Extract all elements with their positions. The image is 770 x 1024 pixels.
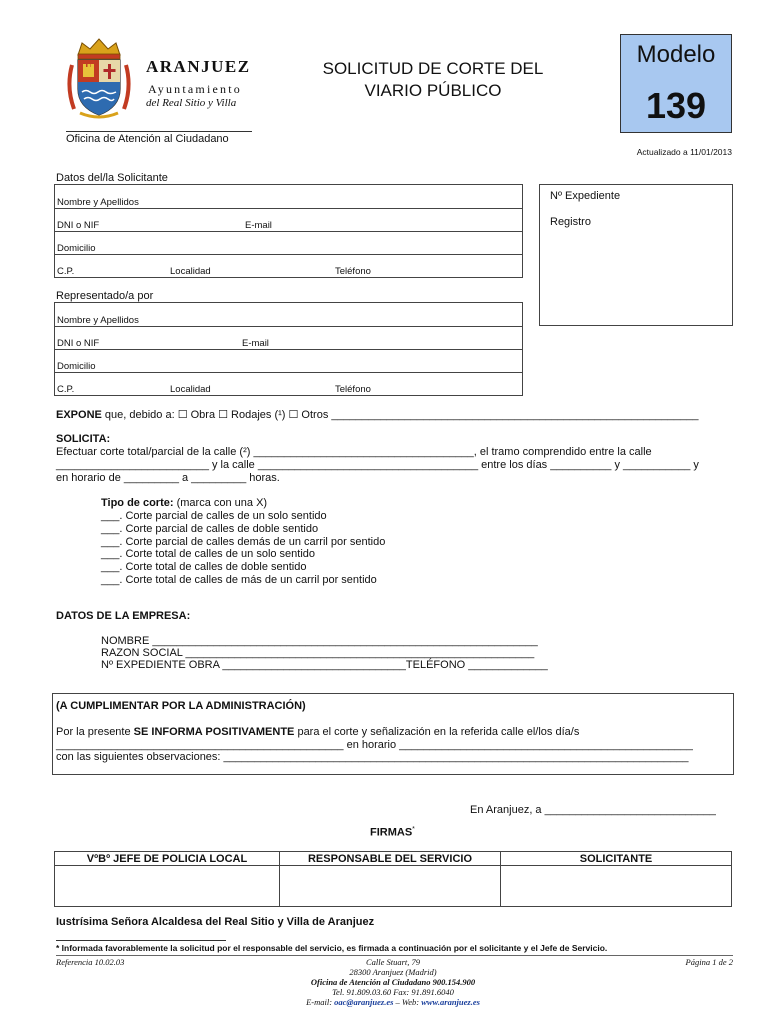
coat-of-arms-logo (64, 37, 134, 119)
company-expediente-field[interactable]: Nº EXPEDIENTE OBRA ______________________________TELÉFONO _____________ (101, 659, 548, 671)
cut-type-hint: (marca con una X) (173, 497, 268, 509)
signature-cell-applicant[interactable] (501, 866, 732, 907)
cut-option[interactable]: ___. Corte total de calles de un solo sentido (101, 548, 316, 561)
cut-option[interactable]: ___. Corte parcial de calles de un solo sentido (101, 510, 327, 522)
updated-date: Actualizado a 11/01/2013 (636, 147, 732, 157)
place-date-field[interactable]: En Aranjuez, a ____________________________ (470, 804, 716, 816)
logo-subtitle: Ayuntamiento (148, 82, 242, 96)
footer-contact (200, 957, 586, 1007)
footnote-divider (56, 940, 226, 941)
footer-page: Página 1 de 2 (685, 957, 733, 967)
rep-address-label: Domicilio (57, 361, 96, 372)
footer-web-line (200, 997, 586, 1007)
cut-option[interactable]: ___. Corte parcial de calles demás de un carril por sentido (101, 535, 386, 548)
applicant-address-label: Domicilio (57, 243, 96, 254)
form-title-line1: SOLICITUD DE CORTE DEL (322, 59, 544, 78)
signature-header-service: RESPONSABLE DEL SERVICIO (280, 852, 501, 866)
footer-street: Calle Stuart, 79 (365, 957, 421, 967)
expone-line[interactable] (56, 408, 698, 421)
signature-table (54, 851, 732, 907)
form-title-line2: VIARIO PÚBLICO (364, 81, 502, 100)
footer-office: Oficina de Atención al Ciudadano 900.154.900 (310, 977, 476, 987)
applicant-dni-row[interactable] (55, 209, 522, 232)
rep-cp-label: C.P. (57, 384, 75, 395)
admin-line1-pre: Por la presente (56, 726, 134, 738)
expone-label: EXPONE (56, 409, 102, 421)
firmas-mark: * (412, 826, 415, 833)
company-title: DATOS DE LA EMPRESA: (56, 610, 191, 622)
admin-line2[interactable]: _______________________________________________ en horario ________________________________________________ (56, 739, 693, 751)
footer-email-label: E-mail: (306, 997, 335, 1007)
modelo-label: Modelo (636, 41, 716, 68)
office-use-box (539, 184, 733, 326)
applicant-phone-label: Teléfono (335, 266, 371, 277)
modelo-badge (620, 34, 732, 133)
applicant-name-label: Nombre y Apellidos (57, 197, 139, 208)
admin-title: (A CUMPLIMENTAR POR LA ADMINISTRACIÓN) (56, 700, 306, 712)
rep-phone-label: Teléfono (335, 384, 371, 395)
addressee: Iustrísima Señora Alcaldesa del Real Sitio y Villa de Aranjuez (56, 916, 375, 928)
signature-cell-service[interactable] (280, 866, 501, 907)
cut-option[interactable]: ___. Corte parcial de calles de doble sentido (101, 522, 319, 535)
rep-cp-row[interactable] (55, 373, 522, 395)
rep-name-row[interactable] (55, 303, 522, 327)
signature-header-applicant: SOLICITANTE (501, 852, 732, 866)
firmas-label: FIRMAS (370, 826, 413, 839)
solicita-label: SOLICITA: (56, 433, 111, 445)
representative-section-title: Representado/a por (56, 290, 154, 302)
logo-subtitle-2: del Real Sitio y Villa (146, 97, 237, 109)
modelo-number: 139 (645, 85, 707, 126)
applicant-cp-label: C.P. (57, 266, 75, 277)
applicant-cp-row[interactable] (55, 255, 522, 277)
company-razon-field[interactable]: RAZON SOCIAL _________________________________________________________ (101, 647, 535, 659)
office-label: Oficina de Atención al Ciudadano (66, 133, 229, 145)
footer-phone: Tel. 91.809.03.60 Fax: 91.891.6040 (332, 987, 454, 997)
logo-wordmark: ARANJUEZ (146, 57, 251, 76)
footer-email-link[interactable]: oac@aranjuez.es (334, 997, 394, 1007)
rep-dni-label: DNI o NIF (57, 338, 100, 349)
footer-divider (56, 955, 733, 956)
footer-city: 28300 Aranjuez (Madrid) (349, 967, 437, 977)
solicita-line1[interactable]: Efectuar corte total/parcial de la calle (²) ____________________________________, el tramo comprendido entre la calle (56, 446, 652, 458)
office-divider (66, 131, 252, 132)
rep-locality-label: Localidad (170, 384, 211, 395)
representative-box (54, 302, 523, 396)
cut-option[interactable]: ___. Corte total de calles de doble sentido (101, 561, 307, 574)
applicant-dni-label: DNI o NIF (57, 220, 100, 231)
rep-email-label: E-mail (242, 338, 269, 349)
admin-line1-bold: SE INFORMA POSITIVAMENTE (133, 726, 295, 738)
firmas-heading (370, 826, 415, 839)
admin-line3[interactable]: con las siguientes observaciones: ____________________________________________________________________________ (56, 751, 689, 763)
admin-box (52, 693, 734, 775)
rep-address-row[interactable] (55, 350, 522, 373)
applicant-locality-label: Localidad (170, 266, 211, 277)
applicant-address-row[interactable] (55, 232, 522, 255)
applicant-email-label: E-mail (245, 220, 272, 231)
solicita-line2[interactable]: _________________________ y la calle ____________________________________ entre los días __________ y ___________ y (56, 459, 699, 471)
footer-web-label: – Web: (393, 997, 422, 1007)
rep-name-label: Nombre y Apellidos (57, 315, 139, 326)
admin-line1[interactable] (56, 726, 579, 738)
cut-option[interactable]: ___. Corte total de calles de más de un carril por sentido (101, 573, 377, 586)
cut-type-options (101, 510, 385, 587)
cut-type-heading (101, 497, 267, 509)
applicant-name-row[interactable] (55, 185, 522, 209)
applicant-section-title: Datos del/la Solicitante (56, 172, 168, 184)
footer-web-link[interactable]: www.aranjuez.es (421, 997, 480, 1007)
footnote: * Informada favorablemente la solicitud por el responsable del servicio, es firmada a continuación por el solicitante y el Jefe de Servicio. (56, 943, 608, 953)
cut-type-label: Tipo de corte: (101, 497, 174, 509)
signature-header-police: VºBº JEFE DE POLICIA LOCAL (55, 852, 280, 866)
solicita-line3[interactable]: en horario de _________ a _________ horas. (56, 472, 280, 484)
admin-line1-post: para el corte y señalización en la referida calle el/los día/s (294, 726, 580, 738)
expone-text: que, debido a: ☐ Obra ☐ Rodajes (¹) ☐ Otros ____________________________________________________________ (101, 409, 699, 421)
applicant-box (54, 184, 523, 278)
rep-dni-row[interactable] (55, 327, 522, 350)
company-name-field[interactable]: NOMBRE _______________________________________________________________ (101, 635, 538, 647)
footer-reference: Referencia 10.02.03 (56, 957, 125, 967)
registro-label: Registro (550, 216, 591, 228)
expediente-label: Nº Expediente (550, 190, 621, 202)
signature-cell-police[interactable] (55, 866, 280, 907)
